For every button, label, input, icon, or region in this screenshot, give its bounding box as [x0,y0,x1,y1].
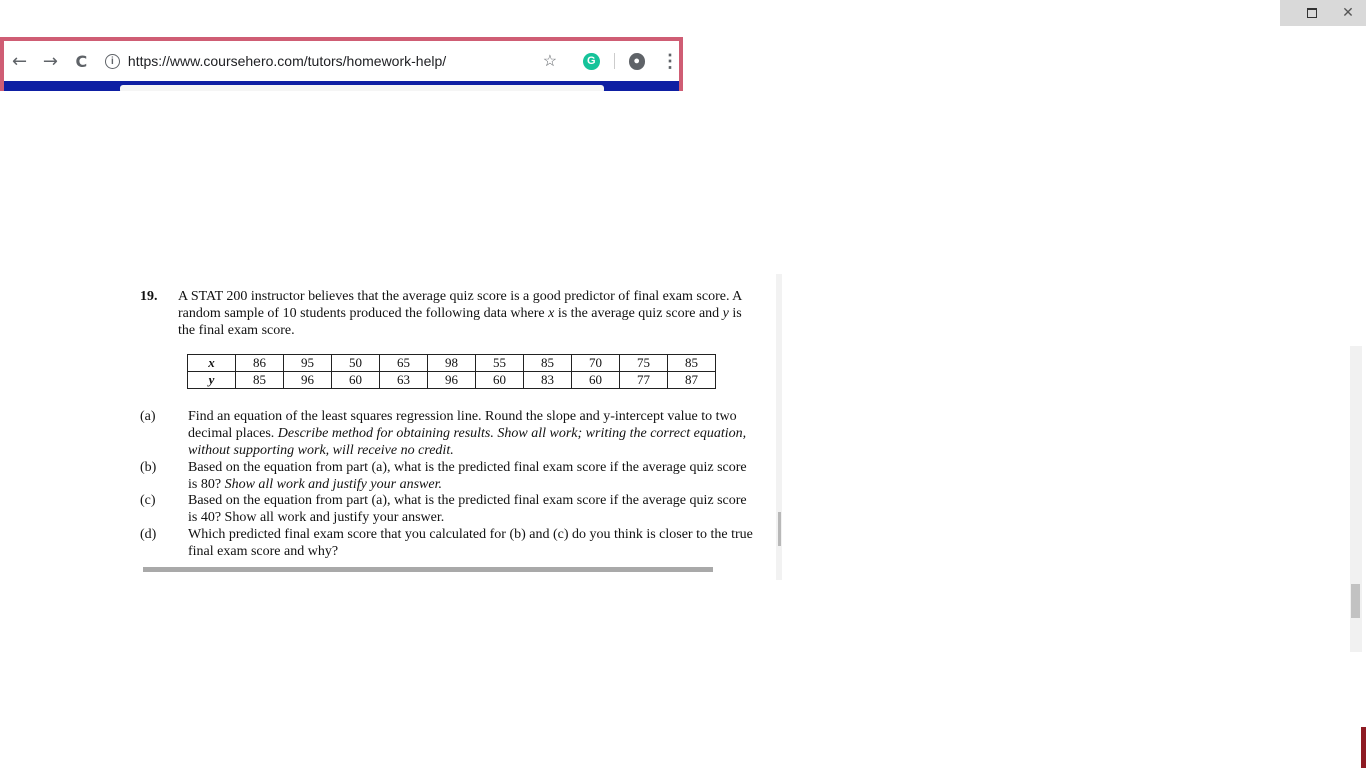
table-cell: 60 [476,372,524,389]
address-bar[interactable] [105,53,531,69]
table-label-x: x [188,355,236,372]
table-row-x [188,355,716,372]
forward-arrow-icon[interactable]: → [42,50,58,72]
table-cell: 50 [332,355,380,372]
site-search-sliver [120,85,604,91]
part-a-label: (a) [140,409,156,424]
table-cell: 60 [572,372,620,389]
question-intro [178,288,762,339]
table-cell: 60 [332,372,380,389]
intro-text-3: is the final exam score. [178,306,742,338]
table-cell: 86 [236,355,284,372]
maximize-button[interactable] [1294,2,1330,24]
table-cell: 87 [668,372,716,389]
close-icon: ✕ [1342,5,1354,21]
part-a-body: Find an equation of the least squares regression line. Round the slope and y-intercept value to two decimal places. [188,409,737,441]
browser-toolbar [4,41,679,81]
table-cell: 63 [380,372,428,389]
document-scrollbar-thumb[interactable] [778,512,781,546]
maximize-icon [1307,8,1317,18]
reload-icon[interactable]: C [75,51,88,71]
url-text[interactable]: https://www.coursehero.com/tutors/homework-help/ [127,53,447,69]
part-d-body: Which predicted final exam score that you calculated for (b) and (c) do you think is closer to the true final exam score and why? [188,527,753,559]
part-c-text [188,492,758,526]
table-label-y: y [188,372,236,389]
table-cell: 96 [428,372,476,389]
part-b-body: Based on the equation from part (a), what is the predicted final exam score if the average quiz score is 80? [188,460,747,492]
page-scrollbar-thumb[interactable] [1351,584,1360,618]
table-cell: 95 [284,355,332,372]
intro-text-1: A STAT 200 instructor believes that the average quiz score is a good predictor of final exam score. A random sample of 10 students produced the following data where [178,289,742,321]
table-cell: 75 [620,355,668,372]
table-cell: 96 [284,372,332,389]
part-c-body: Based on the equation from part (a), what is the predicted final exam score if the average quiz score is 40? Show all work and justify your answer. [188,493,747,525]
table-cell: 70 [572,355,620,372]
table-cell: 55 [476,355,524,372]
window-controls [1280,0,1366,26]
intro-text-2: is the average quiz score and [554,306,723,321]
bookmark-star-icon[interactable]: ☆ [542,53,558,70]
document-horizontal-scrollbar[interactable] [143,567,713,572]
browser-screenshot [0,37,683,91]
site-header-strip [4,81,679,91]
document-scrollbar[interactable] [776,274,782,580]
profile-icon[interactable]: ● [629,53,645,70]
page-scrollbar[interactable] [1350,346,1362,652]
taskbar-edge [1361,727,1366,768]
table-cell: 83 [524,372,572,389]
intro-var-y: y [722,306,729,321]
part-b-text [188,459,758,493]
back-arrow-icon[interactable]: ← [11,50,28,72]
toolbar-divider [614,53,615,69]
intro-var-x: x [548,306,555,321]
question-number: 19. [140,289,158,304]
table-cell: 65 [380,355,428,372]
part-b-label: (b) [140,460,157,475]
table-cell: 85 [236,372,284,389]
info-icon[interactable]: i [105,54,120,69]
close-button[interactable] [1330,2,1366,24]
table-row-y [188,372,716,389]
table-cell: 98 [428,355,476,372]
data-table [187,354,716,389]
part-d-label: (d) [140,527,157,542]
part-d-text [188,526,758,560]
table-cell: 77 [620,372,668,389]
part-b-italic: Show all work and justify your answer. [224,477,442,492]
part-c-label: (c) [140,493,156,508]
table-cell: 85 [524,355,572,372]
part-a-text [188,408,758,459]
grammarly-icon[interactable]: G [583,53,599,70]
kebab-menu-icon[interactable]: ⋮ [660,50,679,71]
part-a-italic: Describe method for obtaining results. Show all work; writing the correct equation, without supporting work, will receive no credit. [188,426,747,458]
table-cell: 85 [668,355,716,372]
